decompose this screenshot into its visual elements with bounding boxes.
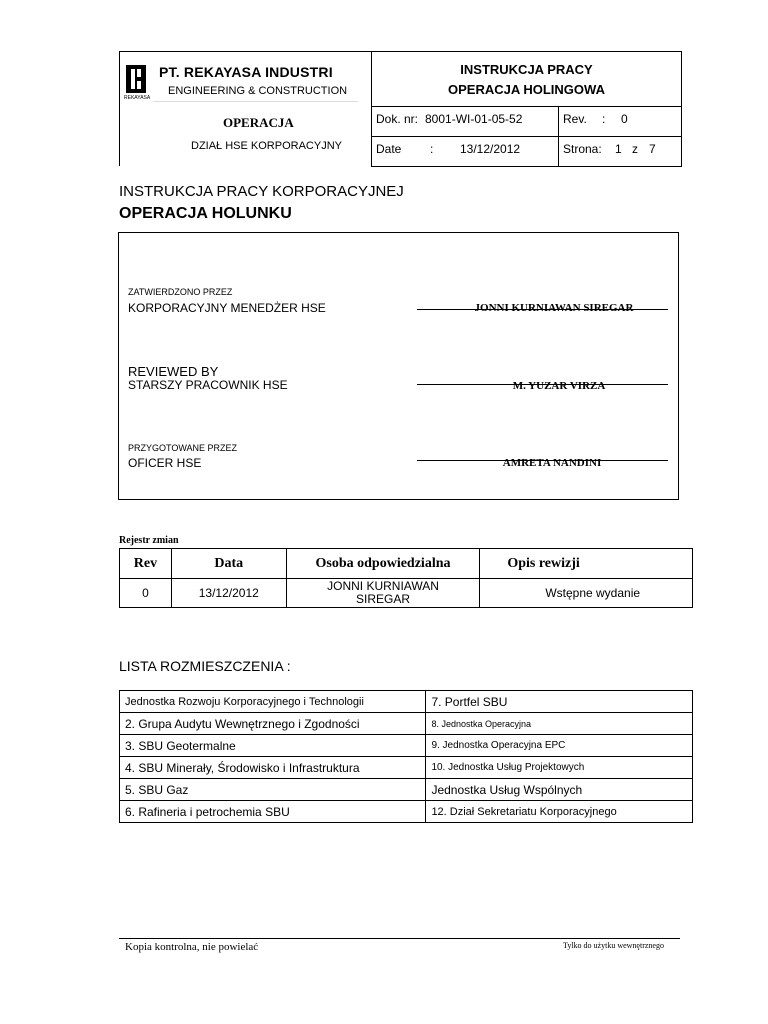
document-title: INSTRUKCJA PRACY KORPORACYJNEJ bbox=[119, 183, 404, 200]
distribution-item: Jednostka Rozwoju Korporacyjnego i Technologii bbox=[120, 691, 426, 713]
rev-label: Rev. bbox=[563, 112, 587, 126]
rev-value: 0 bbox=[621, 112, 628, 126]
reviewer-name: M. YUZAR VIRZA bbox=[512, 380, 606, 392]
table-row bbox=[120, 579, 693, 608]
department-label: DZIAŁ HSE KORPORACYJNY bbox=[191, 140, 342, 152]
page-label: Strona: bbox=[563, 142, 602, 156]
footer-divider bbox=[119, 938, 680, 939]
column-header: Osoba odpowiedzialna bbox=[286, 549, 480, 579]
table-row bbox=[120, 691, 693, 713]
approver-name: JONNI KURNIAWAN SIREGAR bbox=[474, 302, 634, 314]
header-divider bbox=[371, 136, 682, 137]
company-subtitle: ENGINEERING & CONSTRUCTION bbox=[168, 85, 348, 97]
description-cell: Wstępne wydanie bbox=[480, 579, 693, 608]
table-header-row bbox=[120, 549, 693, 579]
person-line: JONNI KURNIAWAN bbox=[327, 579, 439, 593]
date-separator: : bbox=[430, 142, 434, 156]
distribution-item: 5. SBU Gaz bbox=[120, 779, 426, 801]
logo-caption: REKAYASA bbox=[124, 95, 151, 101]
column-header: Opis rewizji bbox=[480, 549, 693, 579]
approval-caption: ZATWIERDZONO PRZEZ bbox=[128, 287, 233, 297]
distribution-table bbox=[119, 690, 693, 823]
distribution-item: 2. Grupa Audytu Wewnętrznego i Zgodności bbox=[120, 713, 426, 735]
approval-caption: PRZYGOTOWANE PRZEZ bbox=[128, 443, 238, 453]
distribution-item: 4. SBU Minerały, Środowisko i Infrastruktura bbox=[120, 757, 426, 779]
column-header: Data bbox=[171, 549, 286, 579]
company-name: PT. REKAYASA INDUSTRI bbox=[159, 64, 333, 80]
revision-record-label: Rejestr zmian bbox=[119, 535, 179, 546]
distribution-item: 7. Portfel SBU bbox=[426, 691, 693, 713]
header-divider bbox=[371, 106, 682, 107]
table-row bbox=[120, 713, 693, 735]
footer-left-note: Kopia kontrolna, nie powielać bbox=[125, 941, 259, 953]
table-row bbox=[120, 779, 693, 801]
company-logo-icon bbox=[125, 64, 147, 94]
distribution-item: Jednostka Usług Wspólnych bbox=[426, 779, 693, 801]
approval-role: KORPORACYJNY MENEDŻER HSE bbox=[128, 301, 326, 315]
table-row bbox=[120, 735, 693, 757]
distribution-item: 3. SBU Geotermalne bbox=[120, 735, 426, 757]
preparer-name: AMRETA NANDINI bbox=[502, 457, 602, 469]
logo-underline bbox=[153, 101, 358, 102]
doc-title-line1: INSTRUKCJA PRACY bbox=[460, 62, 593, 77]
page-total: 7 bbox=[649, 142, 656, 156]
rev-separator: : bbox=[602, 112, 606, 126]
table-row bbox=[120, 757, 693, 779]
distribution-item: 12. Dział Sekretariatu Korporacyjnego bbox=[426, 801, 693, 823]
distribution-item: 9. Jednostka Operacyjna EPC bbox=[426, 735, 693, 757]
doc-number-label: Dok. nr: bbox=[376, 112, 419, 126]
date-label: Date bbox=[376, 142, 402, 156]
approval-role: OFICER HSE bbox=[128, 456, 202, 470]
approval-role: STARSZY PRACOWNIK HSE bbox=[128, 378, 288, 392]
distribution-item: 8. Jednostka Operacyjna bbox=[426, 713, 693, 735]
doc-title-line2: OPERACJA HOLINGOWA bbox=[448, 82, 605, 97]
header-divider bbox=[371, 166, 682, 167]
rev-cell: 0 bbox=[120, 579, 172, 608]
revision-table bbox=[119, 548, 693, 608]
person-cell bbox=[286, 579, 480, 608]
operation-label: OPERACJA bbox=[223, 115, 294, 130]
distribution-item: 6. Rafineria i petrochemia SBU bbox=[120, 801, 426, 823]
approval-caption: REVIEWED BY bbox=[128, 364, 219, 379]
date-cell: 13/12/2012 bbox=[171, 579, 286, 608]
distribution-list-label: LISTA ROZMIESZCZENIA : bbox=[119, 658, 291, 674]
distribution-item: 10. Jednostka Usług Projektowych bbox=[426, 757, 693, 779]
page-of: z bbox=[632, 142, 638, 156]
person-line: SIREGAR bbox=[356, 592, 411, 606]
footer-right-note: Tylko do użytku wewnętrznego bbox=[563, 941, 664, 950]
document-subtitle: OPERACJA HOLUNKU bbox=[119, 205, 292, 222]
header-divider bbox=[119, 51, 120, 166]
page-current: 1 bbox=[615, 142, 622, 156]
doc-number: 8001-WI-01-05-52 bbox=[425, 112, 523, 126]
header-divider bbox=[558, 106, 559, 166]
table-row bbox=[120, 801, 693, 823]
date-value: 13/12/2012 bbox=[460, 142, 521, 156]
column-header: Rev bbox=[120, 549, 172, 579]
